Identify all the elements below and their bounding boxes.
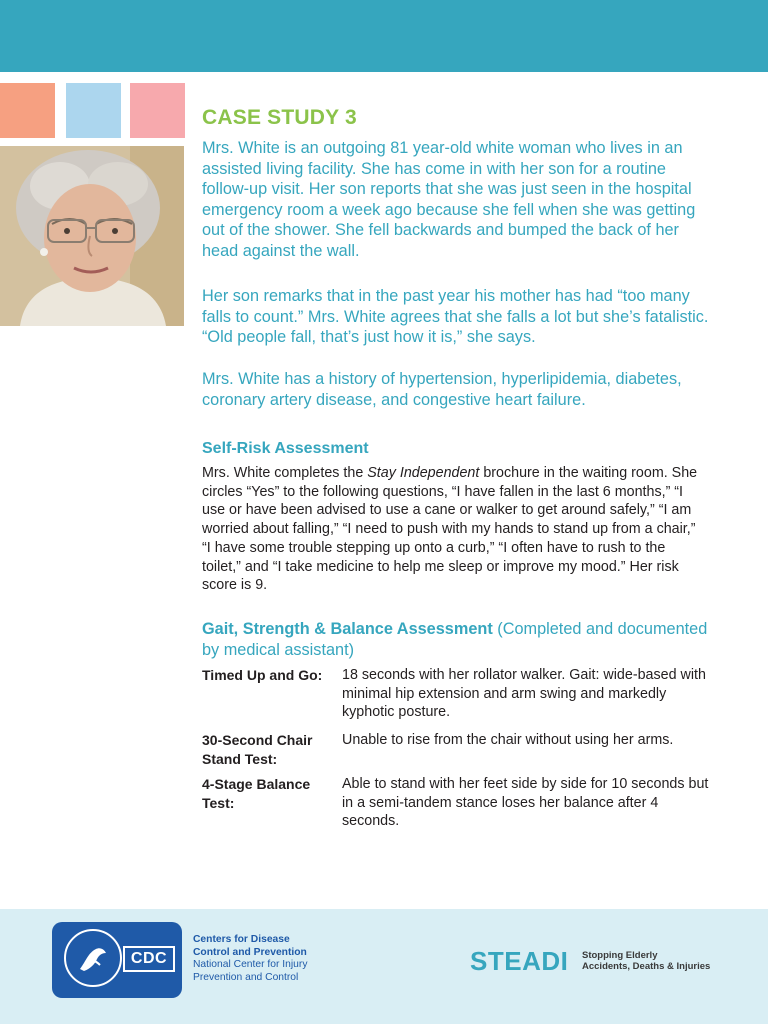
center-name-line-1: National Center for Injury [193,959,308,970]
cdc-logo-box: CDC [123,946,175,972]
self-risk-text-end: brochure in the waiting room. She circles “Yes” to the following questions, “I have fallen in the last 6 months,” “I use or have been advised to use a cane or walker to get around safely,” “I am worried about falling,” “I need to push with my hands to stand up from a chair,” “I have some trouble stepping up onto a curb,” “I often have to rush to the toilet,” and “I take medicine to help me sleep or improve my mood.” Her risk score is 9. [202,465,698,594]
self-risk-paragraph [202,464,707,595]
cdc-name-line-2: Control and Prevention [193,946,307,958]
gait-heading [202,619,712,661]
steadi-tagline [582,950,732,972]
eagle-icon [66,931,120,985]
test-label-balance: 4-Stage Balance Test: [202,776,311,811]
steadi-logo: STEADI [470,946,569,976]
patient-photo-illustration [0,146,184,326]
intro-paragraph-3: Mrs. White has a history of hypertension, hyperlipidemia, diabetes, coronary artery disease, and congestive heart failure. [202,370,682,409]
cdc-name-line-1: Centers for Disease [193,934,290,945]
case-study-title: CASE STUDY 3 [202,106,357,129]
patient-photo [0,146,184,326]
intro-paragraph-1: Mrs. White is an outgoing 81 year-old white woman who lives in an assisted living facility. She has come in with her son for a routine follow-up visit. Her son reports that she was just seen in the hospital emergency room a week ago because she fell when she was getting out of the shower. She fell backwards and bumped the back of her head against the wall. [202,139,696,260]
blue-swatch [66,83,121,138]
self-risk-text-start: Mrs. White completes the [202,465,368,481]
brochure-title: Stay Independent [367,465,480,481]
gait-heading-bold: Gait, Strength & Balance Assessment [202,620,493,638]
test-value-balance: Able to stand with her feet side by side for 10 seconds but in a semi-tandem stance loses her balance after 4 seconds. [342,776,709,830]
steadi-tagline-line-2: Accidents, Deaths & Injuries [582,961,711,972]
test-value-timed-up-and-go: 18 seconds with her rollator walker. Gait: wide-based with minimal hip extension and arm swing and markedly kyphotic posture. [342,667,706,721]
test-value-chair-stand: Unable to rise from the chair without using her arms. [342,732,674,748]
self-risk-heading: Self-Risk Assessment [202,440,369,457]
hhs-seal-icon [64,929,122,987]
steadi-tagline-line-1: Stopping Elderly [582,950,658,961]
center-name-line-2: Prevention and Control [193,971,299,983]
test-label-timed-up-and-go: Timed Up and Go: [202,667,323,683]
intro-paragraph-2: Her son remarks that in the past year his mother has had “too many falls to count.” Mrs. White agrees that she falls a lot but she’s fatalistic. “Old people fall, that’s just how it is,” she says. [202,287,709,346]
cdc-name-block [193,934,343,984]
gait-heading-note: (Completed and documented by medical assistant) [202,620,708,659]
orange-swatch [0,83,55,138]
test-label-chair-stand: 30-Second Chair Stand Test: [202,732,313,767]
top-banner [0,0,768,72]
pink-swatch [130,83,185,138]
